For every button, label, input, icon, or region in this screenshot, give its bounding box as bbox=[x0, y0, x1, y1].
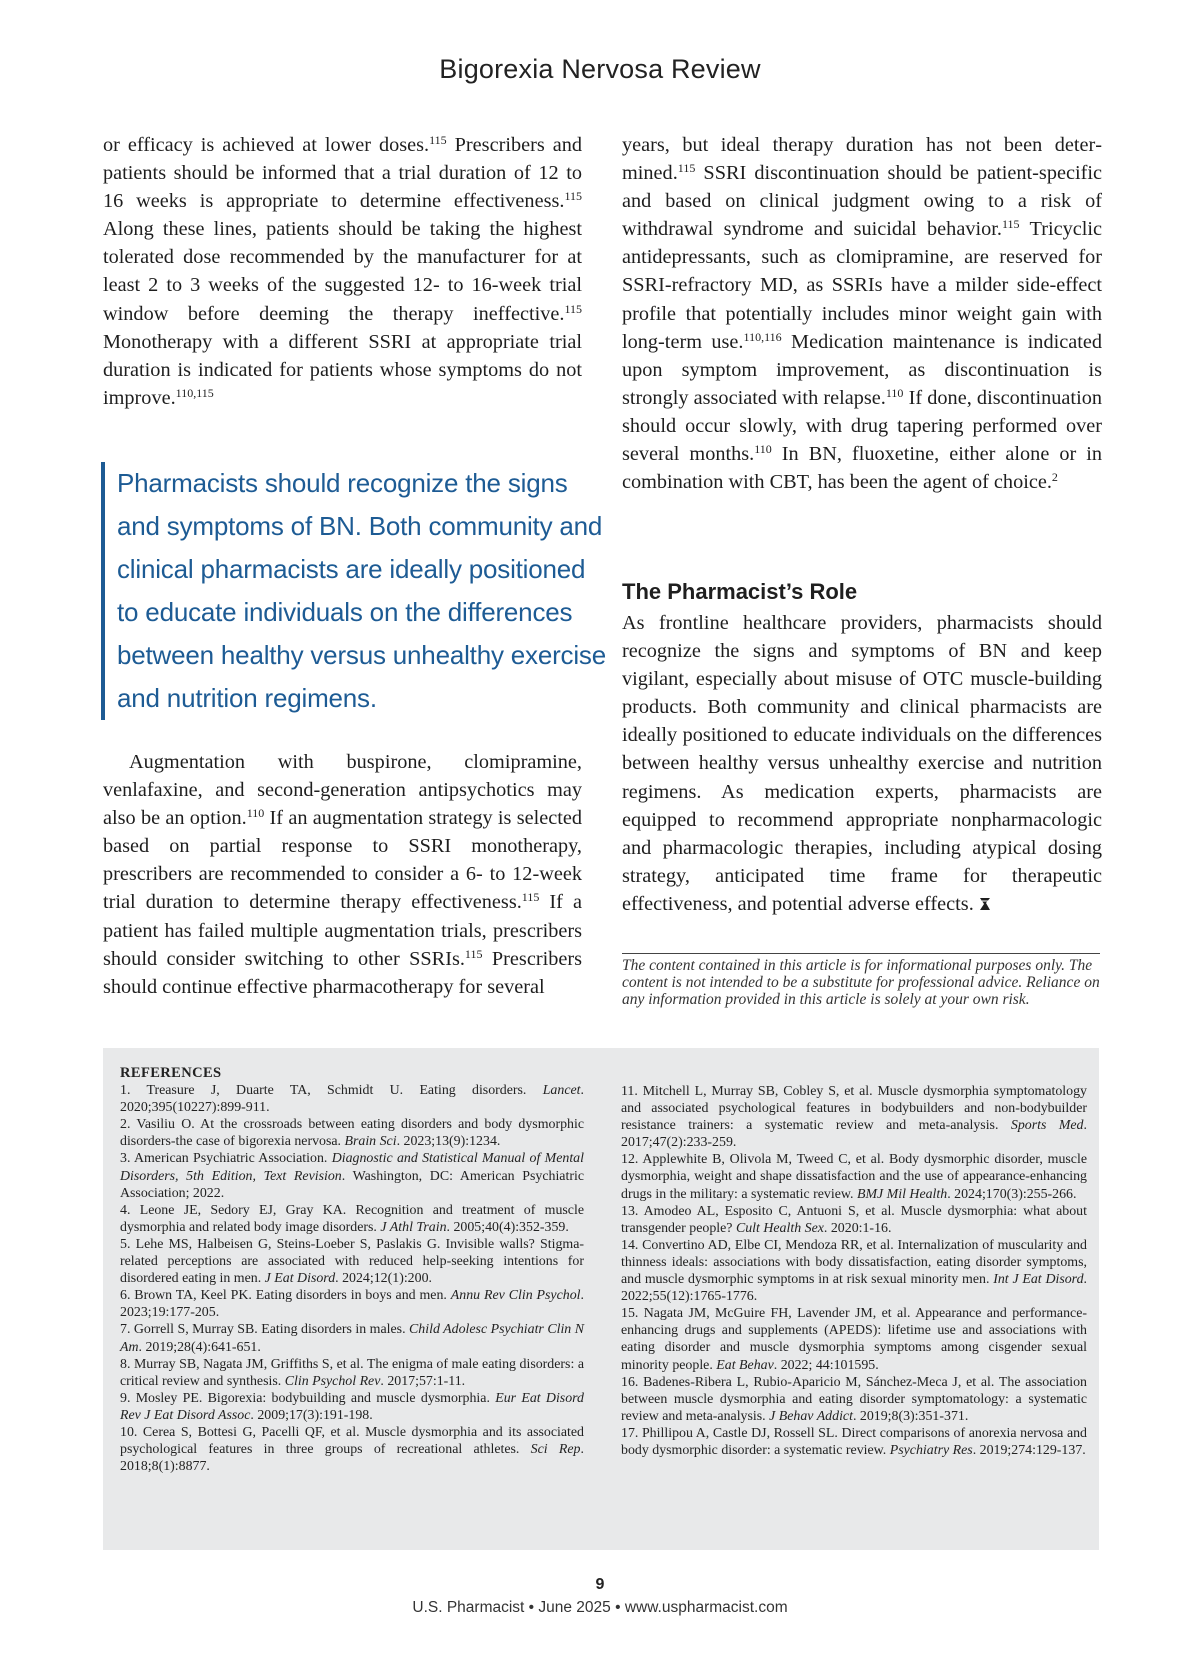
references-column-right bbox=[621, 1083, 1087, 1459]
body-text: If done, discontinuation should occur slowly, with drug tapering performed over several months. bbox=[622, 386, 1102, 466]
reference-journal: Sci Rep bbox=[530, 1442, 581, 1458]
references-heading: REFERENCES bbox=[120, 1065, 222, 1081]
body-paragraph bbox=[103, 131, 582, 412]
reference-entry bbox=[120, 1390, 584, 1424]
citation-ref: 110,115 bbox=[175, 385, 214, 400]
body-text: Augmentation with buspirone, clomipramine, venlafaxine, and second-generation antipsychotics may also be an option. bbox=[103, 751, 582, 830]
citation-ref: 115 bbox=[677, 161, 696, 176]
citation-ref: 110,116 bbox=[743, 329, 782, 344]
reference-authors-title: 3. American Psychiatric Association. bbox=[120, 1151, 332, 1167]
references-column-left bbox=[120, 1065, 584, 1475]
reference-entry bbox=[621, 1151, 1087, 1202]
reference-authors-title: 14. Convertino AD, Elbe CI, Mendoza RR, et al. Internalization of muscularity and thinness ideals: associations with body dissatisfaction, eating disorder symptoms, and muscle dysmorphic symptoms in at risk sexual minority men. bbox=[621, 1237, 1087, 1288]
reference-authors-title: 4. Leone JE, Sedory EJ, Gray KA. Recognition and treatment of muscle dysmorphia and related body image disorders. bbox=[120, 1202, 584, 1235]
reference-entry bbox=[621, 1425, 1087, 1459]
reference-journal: Cult Health Sex bbox=[735, 1220, 824, 1236]
body-text: or efficacy is achieved at lower doses. bbox=[103, 134, 430, 156]
body-column-left-bottom bbox=[103, 748, 582, 1001]
body-paragraph bbox=[622, 131, 1102, 496]
reference-citation: . 2018;8(1):8877. bbox=[120, 1442, 584, 1475]
body-text: As frontline healthcare providers, pharmacists should recognize the signs and symptoms of BN and keep vigilant, especially about misuse of OTC muscle-building products. Both community and clinical pharmacists are ideally positioned to educate individuals on the differences between healthy versus unhealthy exercise and nutrition regimens. As medication experts, pharmacists are equipped to recommend appropriate nonpharmacologic and pharmacologic therapies, including atypical dosing strategy, anticipated time frame for therapeutic effectiveness, and potential adverse effects. bbox=[622, 612, 1102, 915]
body-text: If a patient has failed multiple augmentation trials, prescribers should consider switching to other SSRIs. bbox=[103, 891, 582, 970]
reference-journal: Eur Eat Disord Rev J Eat Disord Assoc bbox=[120, 1390, 584, 1423]
reference-journal: Annu Rev Clin Psychol bbox=[450, 1288, 581, 1304]
reference-citation: . 2023;19:177-205. bbox=[120, 1288, 584, 1321]
body-text: Prescribers should continue effective pharmacotherapy for several bbox=[103, 947, 582, 998]
reference-journal: Clin Psychol Rev bbox=[284, 1373, 381, 1389]
reference-journal: BMJ Mil Health bbox=[856, 1186, 948, 1202]
reference-authors-title: 16. Badenes-Ribera L, Rubio-Aparicio M, Sánchez-Meca J, et al. The association between muscle dysmorphia and eating disorder symptomatology: a systematic review and meta-analysis. bbox=[621, 1374, 1087, 1424]
reference-citation: . 2024;12(1):200. bbox=[335, 1271, 432, 1287]
reference-authors-title: 2. Vasiliu O. At the crossroads between eating disorders and body dysmorphic disorders-the case of bigorexia nervosa. bbox=[120, 1117, 584, 1150]
reference-entry bbox=[621, 1237, 1087, 1305]
body-paragraph bbox=[622, 609, 1102, 918]
reference-entry bbox=[120, 1356, 584, 1390]
reference-authors-title: 1. Treasure J, Duarte TA, Schmidt U. Eating disorders. bbox=[120, 1083, 543, 1099]
reference-citation: . 2022;55(12):1765-1776. bbox=[621, 1272, 1088, 1305]
citation-ref: 115 bbox=[521, 890, 540, 905]
reference-journal: J Behav Addict bbox=[769, 1408, 853, 1424]
reference-citation: . Washington, DC: American Psychiatric Association; 2022. bbox=[120, 1168, 584, 1201]
citation-ref: 115 bbox=[464, 946, 483, 961]
pull-quote: Pharmacists should recognize the signs and symptoms of BN. Both community and clinical pharmacists are ideally positioned to educate individuals on the differences between healthy versus unhealthy exercise and nutrition regimens. bbox=[101, 462, 607, 720]
reference-entry bbox=[621, 1083, 1087, 1151]
reference-authors-title: 9. Mosley PE. Bigorexia: bodybuilding and muscle dysmorphia. bbox=[120, 1390, 496, 1406]
reference-authors-title: 6. Brown TA, Keel PK. Eating disorders in boys and men. bbox=[120, 1288, 451, 1304]
reference-citation: . 2019;274:129-137. bbox=[972, 1442, 1086, 1458]
reference-entry bbox=[120, 1150, 584, 1201]
body-text: SSRI discontinuation should be patient-specific and based on clinical judgment owing to a risk of withdrawal syndrome and suicidal behavior. bbox=[622, 162, 1102, 241]
reference-entry bbox=[120, 1202, 584, 1236]
citation-ref: 115 bbox=[564, 189, 582, 204]
reference-citation: . 2019;28(4):641-651. bbox=[138, 1339, 261, 1355]
reference-entry bbox=[120, 1321, 584, 1355]
reference-citation: . 2017;57:1-11. bbox=[380, 1373, 466, 1389]
page-number: 9 bbox=[595, 1576, 605, 1593]
citation-ref: 115 bbox=[564, 301, 582, 316]
reference-journal: Brain Sci bbox=[344, 1134, 397, 1150]
body-text: In BN, fluoxetine, either alone or in combination with CBT, has been the agent of choice. bbox=[622, 443, 1103, 494]
section-heading: The Pharmacist’s Role bbox=[622, 579, 858, 604]
reference-authors-title: 15. Nagata JM, McGuire FH, Lavender JM, et al. Appearance and performance-enhancing drugs and supplements (APEDS): lifetime use and associations with eating disorder and muscle dysmorphia symptoms among cisgender sexual minority people. bbox=[621, 1306, 1087, 1373]
body-text: Tricyclic antidepressants, such as clomipramine, are reserved for SSRI-refractory MD, as SSRIs have a milder side-effect profile that potentially includes minor weight gain with long-term use. bbox=[622, 218, 1102, 353]
citation-ref: 110 bbox=[885, 385, 904, 400]
reference-citation: . 2022; 44:101595. bbox=[773, 1357, 879, 1373]
reference-entry bbox=[120, 1082, 584, 1116]
reference-citation: . 2005;40(4):352-359. bbox=[446, 1219, 569, 1235]
body-paragraph bbox=[103, 748, 582, 1001]
reference-citation: . 2009;17(3):191-198. bbox=[250, 1407, 373, 1423]
reference-citation: . 2023;13(9):1234. bbox=[396, 1134, 501, 1150]
references-box bbox=[103, 1048, 1099, 1550]
reference-entry bbox=[621, 1203, 1087, 1237]
citation-ref: 2 bbox=[1051, 470, 1058, 485]
reference-entry bbox=[120, 1116, 584, 1150]
citation-ref: 115 bbox=[429, 133, 447, 147]
reference-entry bbox=[621, 1305, 1087, 1373]
body-text: Prescribers and patients should be informed that a trial duration of 12 to 16 weeks is appropriate to determine effectiveness. bbox=[103, 134, 582, 213]
citation-ref: 110 bbox=[246, 806, 265, 821]
reference-authors-title: 17. Phillipou A, Castle DJ, Rossell SL. Direct comparisons of anorexia nervosa and body dysmorphic disorder: a systematic review. bbox=[621, 1425, 1087, 1458]
reference-entry bbox=[120, 1424, 584, 1475]
reference-journal: Sports Med bbox=[1010, 1118, 1084, 1134]
body-text: Medication maintenance is indicated upon symptom improvement, as discontinuation is strongly associated with relapse. bbox=[622, 330, 1103, 409]
body-column-right-top bbox=[622, 131, 1102, 496]
reference-entry bbox=[120, 1236, 584, 1287]
reference-entry bbox=[621, 1374, 1087, 1425]
reference-journal: J Eat Disord bbox=[264, 1271, 336, 1287]
body-text: years, but ideal therapy duration has not been determined. bbox=[622, 134, 1102, 185]
reference-journal: Psychiatry Res bbox=[889, 1442, 973, 1458]
publication-footer: U.S. Pharmacist • June 2025 • www.uspharmacist.com bbox=[412, 1599, 788, 1616]
citation-ref: 115 bbox=[1001, 217, 1020, 232]
reference-authors-title: 5. Lehe MS, Halbeisen G, Steins-Loeber S, Paslakis G. Invisible walls? Stigma-related perceptions are associated with reduced help-seeking intentions for disordered eating in men. bbox=[120, 1236, 584, 1287]
reference-authors-title: 12. Applewhite B, Olivola M, Tweed C, et al. Body dysmorphic disorder, muscle dysmorphia, weight and shape dissatisfaction and the use of appearance-enhancing drugs in the military: a systematic review. bbox=[621, 1152, 1087, 1202]
reference-citation: . 2020:1-16. bbox=[823, 1220, 892, 1236]
reference-authors-title: 10. Cerea S, Bottesi G, Pacelli QF, et al. Muscle dysmorphia and its associated psychological features in three groups of recreational athletes. bbox=[120, 1424, 584, 1458]
reference-journal: J Athl Train bbox=[380, 1219, 447, 1235]
section-body bbox=[622, 609, 1102, 918]
body-column-left-top bbox=[103, 131, 582, 412]
reference-authors-title: 11. Mitchell L, Murray SB, Cobley S, et al. Muscle dysmorphia symptomatology and associated psychological features in bodybuilders and non-bodybuilder resistance trainers: a systematic review and meta-analysis. bbox=[621, 1084, 1087, 1134]
reference-journal: Diagnostic and Statistical Manual of Mental Disorders, 5th Edition, Text Revision bbox=[120, 1151, 584, 1184]
reference-citation: . 2020;395(10227):899-911. bbox=[120, 1083, 584, 1116]
body-text: Monotherapy with a different SSRI at appropriate trial duration is indicated for patients whose symptoms do not improve. bbox=[103, 330, 582, 409]
reference-journal: Int J Eat Disord bbox=[993, 1272, 1084, 1288]
reference-authors-title: 7. Gorrell S, Murray SB. Eating disorders in males. bbox=[120, 1322, 410, 1338]
reference-citation: . 2024;170(3):255-266. bbox=[947, 1186, 1077, 1202]
reference-list bbox=[621, 1083, 1087, 1459]
reference-citation: . 2019;8(3):351-371. bbox=[852, 1408, 969, 1424]
reference-journal: Lancet bbox=[542, 1083, 581, 1099]
reference-citation: . 2017;47(2):233-259. bbox=[621, 1118, 1087, 1151]
disclaimer: The content contained in this article is for informational purposes only. The content is not intended to be a substitute for professional advice. Reliance on any information provided in this article is solely at your own risk. bbox=[622, 953, 1100, 1008]
reference-journal: Eat Behav bbox=[716, 1357, 774, 1373]
body-text: Along these lines, patients should be taking the highest tolerated dose recommended by the manufacturer for at least 2 to 3 weeks of the suggested 12- to 16-week trial window before deeming the therapy ineffective. bbox=[103, 218, 582, 325]
reference-authors-title: 8. Murray SB, Nagata JM, Griffiths S, et al. The enigma of male eating disorders: a critical review and synthesis. bbox=[120, 1356, 584, 1389]
end-of-article-mark-icon bbox=[978, 897, 992, 911]
reference-list bbox=[120, 1082, 584, 1475]
reference-authors-title: 13. Amodeo AL, Esposito C, Antuoni S, et al. Muscle dysmorphia: what about transgender people? bbox=[621, 1203, 1087, 1236]
reference-journal: Child Adolesc Psychiatr Clin N Am bbox=[120, 1322, 584, 1355]
citation-ref: 110 bbox=[754, 442, 772, 457]
running-head: Bigorexia Nervosa Review bbox=[439, 54, 761, 84]
body-text: If an augmentation strategy is selected based on partial response to SSRI monotherapy, prescribers are recommended to consider a 6- to 12-week trial duration to determine therapy effectiveness. bbox=[103, 807, 583, 914]
reference-entry bbox=[120, 1287, 584, 1321]
